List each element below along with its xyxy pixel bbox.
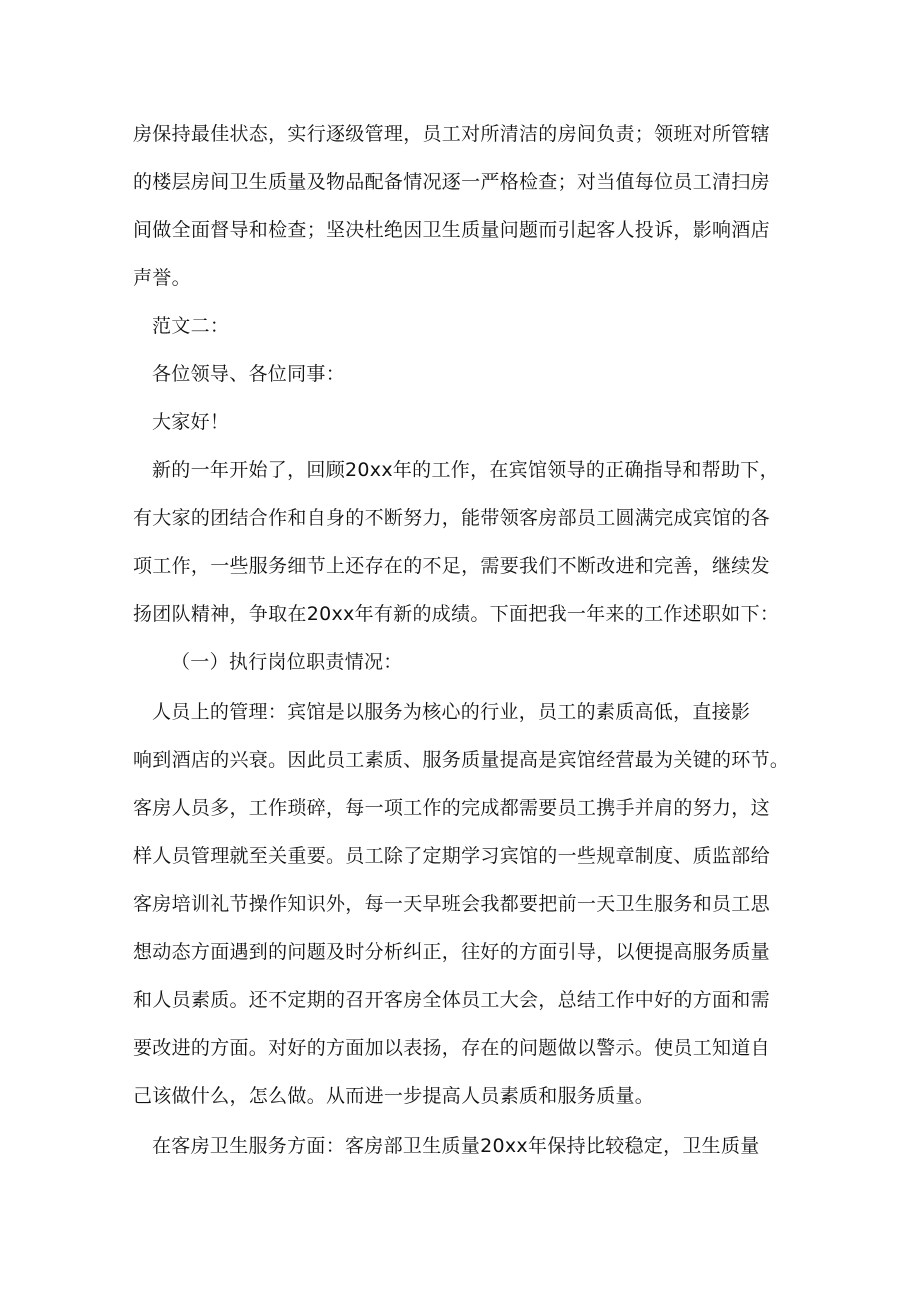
paragraph-line: 己该做什么，怎么做。从而进一步提高人员素质和服务质量。 [133, 1085, 655, 1107]
paragraph-line: 响到酒店的兴衰。因此员工素质、服务质量提高是宾馆经营最为关键的环节。 [133, 749, 790, 771]
paragraph-line: 项工作，一些服务细节上还存在的不足，需要我们不断改进和完善，继续发 [133, 555, 770, 577]
section-title: 范文二： [152, 315, 230, 337]
paragraph-line: 房保持最佳状态，实行逐级管理，员工对所清洁的房间负责；领班对所管辖 [133, 123, 770, 145]
paragraph-line: 人员上的管理：宾馆是以服务为核心的行业，员工的素质高低，直接影 [152, 701, 751, 723]
greeting: 大家好！ [152, 411, 230, 433]
paragraph-line: 声誉。 [133, 267, 191, 289]
paragraph-line: 扬团队精神，争取在20xx年有新的成绩。下面把我一年来的工作述职如下： [133, 603, 780, 625]
paragraph-line: 样人员管理就至关重要。员工除了定期学习宾馆的一些规章制度、质监部给 [133, 845, 770, 867]
paragraph-line: 新的一年开始了，回顾20xx年的工作，在宾馆领导的正确指导和帮助下， [152, 459, 779, 481]
paragraph-line: 想动态方面遇到的问题及时分析纠正，往好的方面引导，以便提高服务质量 [133, 941, 770, 963]
paragraph-line: 有大家的团结合作和自身的不断努力，能带领客房部员工圆满完成宾馆的各 [133, 507, 770, 529]
paragraph-line: 客房培训礼节操作知识外，每一天早班会我都要把前一天卫生服务和员工思 [133, 893, 770, 915]
salutation: 各位领导、各位同事： [152, 363, 346, 385]
paragraph-line: 间做全面督导和检查；坚决杜绝因卫生质量问题而引起客人投诉，影响酒店 [133, 219, 770, 241]
paragraph-line: 要改进的方面。对好的方面加以表扬，存在的问题做以警示。使员工知道自 [133, 1037, 770, 1059]
paragraph-line: 在客房卫生服务方面：客房部卫生质量20xx年保持比较稳定，卫生质量 [152, 1135, 760, 1157]
subheading: （一）执行岗位职责情况： [171, 651, 403, 673]
paragraph-line: 的楼层房间卫生质量及物品配备情况逐一严格检查；对当值每位员工清扫房 [133, 171, 770, 193]
paragraph-line: 和人员素质。还不定期的召开客房全体员工大会，总结工作中好的方面和需 [133, 989, 770, 1011]
paragraph-line: 客房人员多，工作琐碎，每一项工作的完成都需要员工携手并肩的努力，这 [133, 797, 770, 819]
